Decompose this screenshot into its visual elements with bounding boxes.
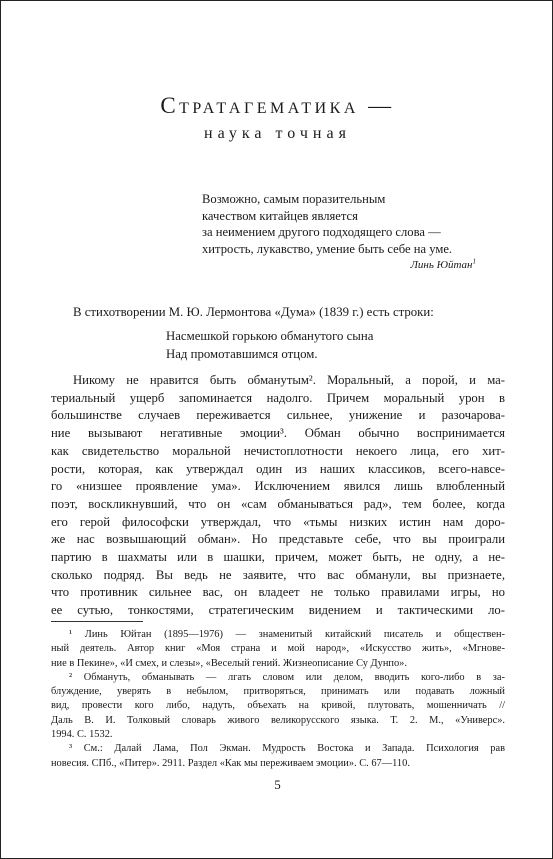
body-line: рости, которая, как утверждал один из наших классиков, всего-навсе-: [51, 461, 505, 476]
chapter-title-line1: Стратагематика —: [160, 93, 395, 118]
footnote-line: блуждение, уверять в небылом, притворяться, принимать или подавать ложный: [51, 686, 505, 698]
footnote-line: ³ См.: Далай Лама, Пол Экман. Мудрость Востока и Запада. Психология рав: [69, 743, 505, 755]
footnote-line: вид, провести кого либо, надуть, объехать на кривой, плутовать, мошенничать //: [51, 700, 505, 712]
footnote-2: [51, 671, 505, 742]
epigraph: [202, 191, 476, 274]
verse-line: Насмешкой горькою обманутого сына: [166, 329, 374, 343]
footnote-line: ¹ Линь Юйтан (1895—1976) — знаменитый китайский писатель и обществен-: [69, 629, 505, 640]
epigraph-author: [202, 257, 476, 274]
body-line: поэт, воскликнувший, что он «сам обманываться рад», тем более, когда: [51, 496, 505, 511]
footnote-divider: [51, 621, 143, 622]
footnotes: [51, 628, 505, 771]
epigraph-line: хитрость, лукавство, умение быть себе на уме.: [202, 241, 453, 256]
footnote-line: ² Обмануть, обманывать — лгать словом или делом, вводить кого-либо в за-: [69, 671, 505, 683]
body-line: Никому не нравится быть обманутым². Моральный, а порой, и ма-: [73, 373, 505, 387]
epigraph-author-name: Линь Юйтан: [410, 259, 473, 272]
footnote-ref: 1: [472, 257, 476, 266]
footnote-line: ный деятель. Автор книг «Моя страна и мой народ», «Искусство жить», «Мгнове-: [51, 643, 505, 655]
epigraph-line: за неимением другого подходящего слова —: [202, 225, 441, 240]
body-line: ние вызывают негативные эмоции³. Обман обычно воспринимается: [51, 426, 505, 441]
body-line: териальный ущерб запоминается надолго. Причем моральный урон в: [51, 390, 505, 405]
body-paragraph: [51, 372, 505, 620]
intro-paragraph: В стихотворении М. Ю. Лермонтова «Дума» (1839 г.) есть строки:: [73, 305, 434, 319]
body-line: большинстве случаев переживается сильнее, унижение и разочарова-: [51, 408, 505, 423]
body-line: сколько подряд. Вы ведь не заявите, что вас обманули, вы признаете,: [51, 567, 505, 582]
verse-quote: [166, 328, 373, 363]
footnote-line: Даль В. И. Толковый словарь живого великорусского языка. Т. 2. М., «Универс».: [51, 714, 505, 726]
body-line: как свидетельство моральной нечистоплотности некоего лица, его хит-: [51, 443, 505, 458]
body-line: что противник сильнее вас, он владеет не только правилами игры, но: [51, 585, 505, 600]
chapter-title-line2: наука точная: [204, 125, 351, 142]
body-line: его герой философски утверждал, что «тьмы низких истин нам доро-: [51, 514, 505, 529]
epigraph-line: Возможно, самым поразительным: [202, 192, 386, 206]
footnote-line: ние в Пекине», «И смех, и слезы», «Веселый гений. Жизнеописание Су Дунпо».: [51, 657, 407, 669]
body-line: партию в шахматы или в шашки, причем, может быть, не одну, а не-: [51, 550, 505, 565]
footnote-line: новесия. СПб., «Питер». 2911. Раздел «Как мы переживаем эмоции». С. 67—110.: [51, 757, 410, 769]
footnote-1: [51, 628, 505, 671]
epigraph-line: качеством китайцев является: [202, 208, 358, 223]
page-number: 5: [274, 777, 281, 792]
footnote-3: [51, 742, 505, 771]
verse-line: Над промотавшимся отцом.: [166, 346, 318, 361]
footnote-line: 1994. С. 1532.: [51, 729, 113, 741]
body-line: же нас возвышающий обман». Но представьте себе, что вы проиграли: [51, 532, 505, 547]
body-line: ее сутью, тонкостями, стратегическим видением и тактическими ло-: [51, 603, 505, 618]
body-line: го «низшее проявление ума». Исключением явился лишь влюбленный: [51, 479, 505, 494]
